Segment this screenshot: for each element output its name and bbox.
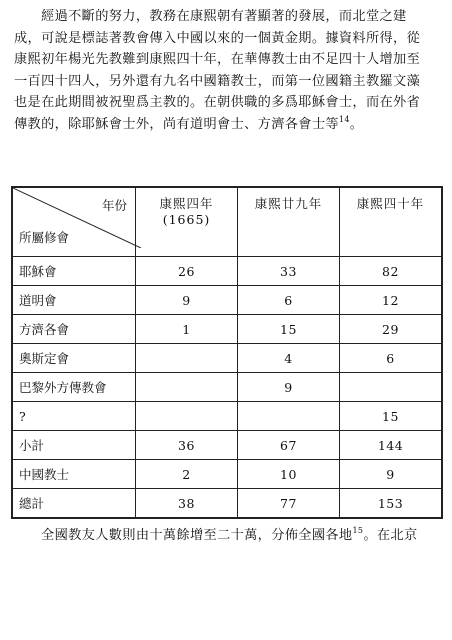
cell: 26 [136, 257, 238, 286]
year-header-label: 年份 [101, 198, 127, 213]
cell: 36 [136, 431, 238, 460]
row-label: 方濟各會 [12, 315, 136, 344]
text-line: 經過不斷的努力，教務在康熙朝有著顯著的發展，而北堂之建 [14, 9, 407, 24]
text-span: 。在北京 [363, 528, 418, 543]
footnote-marker: 15 [352, 526, 364, 535]
diagonal-header-cell [12, 187, 136, 257]
row-label: 道明會 [12, 286, 136, 315]
text-line: 成，可說是標誌著教會傳入中國以來的一個黃金期。據資料所得，從 [14, 30, 421, 46]
row-label: 耶穌會 [12, 257, 136, 286]
cell: 29 [340, 315, 443, 344]
table-row [12, 286, 442, 315]
text-span: 。 [349, 116, 364, 132]
column-header [238, 187, 340, 257]
cell: 6 [238, 286, 340, 315]
cell: 9 [136, 286, 238, 315]
table-row [12, 489, 442, 519]
column-header-text: 康熙廿九年 [254, 196, 323, 211]
cell [238, 402, 340, 431]
table-row [12, 460, 442, 489]
cell: 15 [340, 402, 443, 431]
cell: 10 [238, 460, 340, 489]
row-label: 小計 [12, 431, 136, 460]
text-line: 康熙初年楊光先教難到康熙四十年，在華傳教士由不足四十人增加至 [14, 52, 421, 67]
cell: 4 [238, 344, 340, 373]
row-label: 總計 [12, 489, 136, 519]
row-label: 中國教士 [12, 460, 136, 489]
column-header-text: 康熙四十年 [356, 196, 425, 211]
cell [136, 373, 238, 402]
cell [136, 344, 238, 373]
text-line: 也是在此期間被祝聖爲主教的。在朝供職的多爲耶穌會士，而在外省 [14, 95, 421, 110]
cell: 144 [340, 431, 443, 460]
row-label: 巴黎外方傳教會 [12, 373, 136, 402]
closing-paragraph [14, 525, 442, 547]
cell: 15 [238, 315, 340, 344]
text-span: 傳教的，除耶穌會士外，尚有道明會士、方濟各會士等 [14, 116, 339, 132]
cell: 1 [136, 315, 238, 344]
table-row [12, 402, 442, 431]
row-label: ? [12, 402, 136, 431]
column-header [136, 187, 238, 257]
text-line [14, 525, 442, 547]
footnote-marker: 14 [338, 114, 350, 124]
cell [340, 373, 443, 402]
cell: 153 [340, 489, 443, 519]
cell: 77 [238, 489, 340, 519]
table-row [12, 257, 442, 286]
cell [136, 402, 238, 431]
text-line: 一百四十四人，另外還有九名中國籍教士，而第一位國籍主教羅文藻 [14, 73, 421, 89]
cell: 2 [136, 460, 238, 489]
intro-paragraph [14, 6, 442, 135]
table-header-row [12, 187, 442, 257]
table-row [12, 344, 442, 373]
row-label: 奧斯定會 [12, 344, 136, 373]
cell: 9 [340, 460, 443, 489]
text-line-last [14, 114, 442, 136]
cell: 12 [340, 286, 443, 315]
table-row [12, 373, 442, 402]
cell: 67 [238, 431, 340, 460]
cell: 38 [136, 489, 238, 519]
missionary-table [11, 186, 443, 519]
column-header-text: 康熙四年 (1665) [159, 196, 214, 227]
table-row [12, 431, 442, 460]
cell: 33 [238, 257, 340, 286]
cell: 6 [340, 344, 443, 373]
cell: 82 [340, 257, 443, 286]
text-span: 全國教友人數則由十萬餘增至二十萬，分佈全國各地 [41, 528, 353, 543]
column-header [340, 187, 443, 257]
order-header-label: 所屬修會 [19, 230, 70, 245]
cell: 9 [238, 373, 340, 402]
table-row [12, 315, 442, 344]
